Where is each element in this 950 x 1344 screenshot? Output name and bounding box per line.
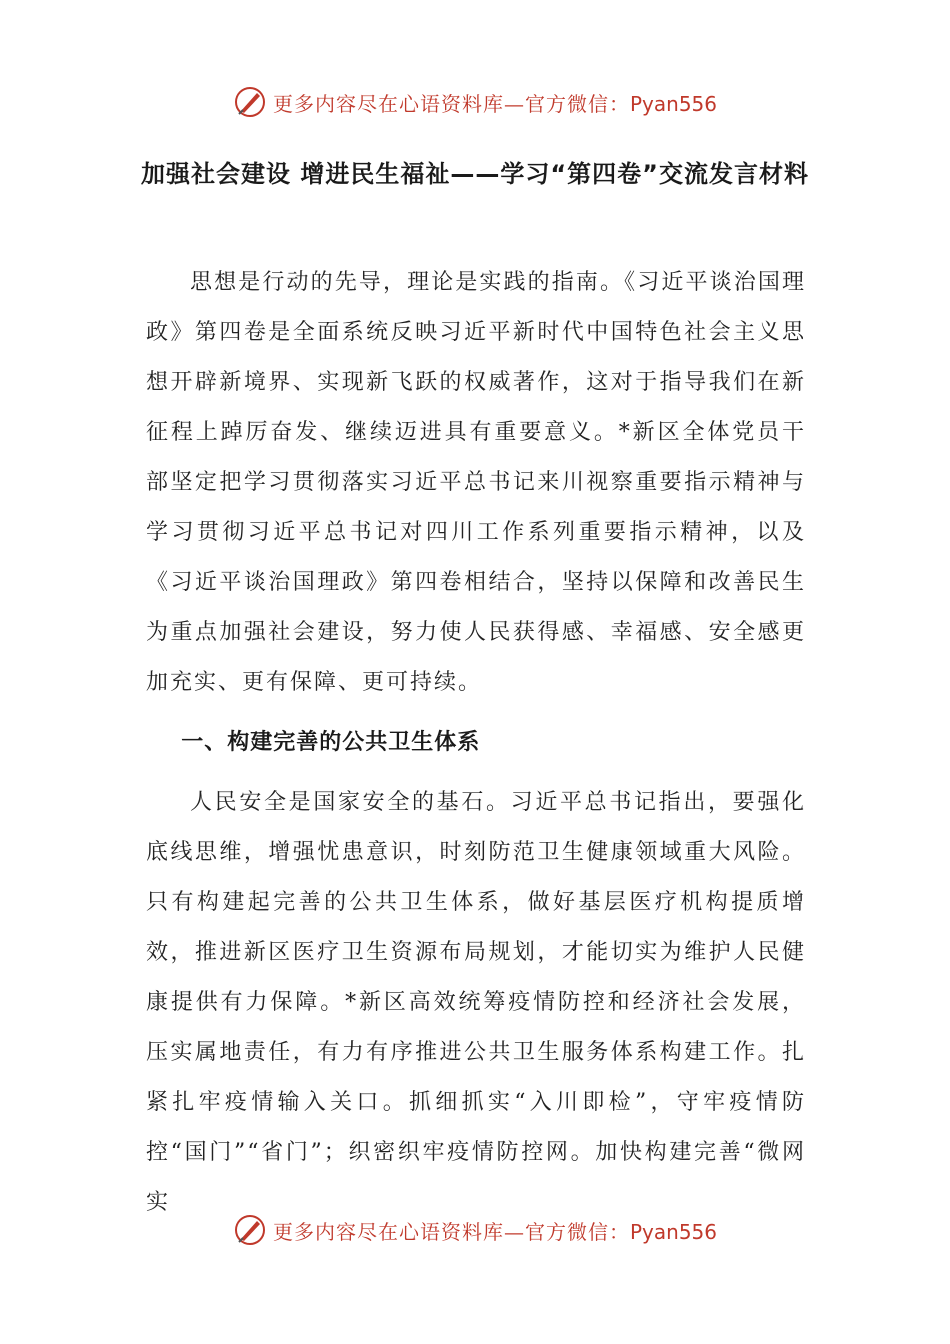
quill-pen-logo-icon: [233, 1213, 267, 1247]
watermark-wechat: 官方微信：Pyan556: [524, 91, 717, 116]
document-title: 加强社会建设 增进民生福祉——学习“第四卷”交流发言材料: [141, 160, 809, 188]
section-heading-1: 一、构建完善的公共卫生体系: [181, 730, 481, 755]
watermark-text: 更多内容尽在心语资料库—: [272, 1219, 525, 1244]
watermark-banner-bottom: [0, 1210, 950, 1250]
quill-pen-logo-icon: [233, 85, 267, 119]
paragraph-section-1: 人民安全是国家安全的基石。习近平总书记指出，要强化底线思维，增强忧患意识，时刻防范卫生健康领域重大风险。只有构建起完善的公共卫生体系，做好基层医疗机构提质增效，推进新区医疗卫生资源布局规划，才能切实为维护人民健康提供有力保障。*新区高效统筹疫情防控和经济社会发展，压实属地责任，有力有序推进公共卫生服务体系构建工作。扎紧扎牢疫情输入关口。抓细抓实“入川即检”，守牢疫情防控“国门”“省门”；织密织牢疫情防控网。加快构建完善“微网实: [146, 790, 806, 1215]
watermark-banner-top: [0, 82, 950, 122]
document-body: [146, 258, 806, 1228]
watermark-wechat: 官方微信：Pyan556: [524, 1219, 717, 1244]
watermark-text: 更多内容尽在心语资料库—: [272, 91, 525, 116]
paragraph-intro: 思想是行动的先导，理论是实践的指南。《习近平谈治国理政》第四卷是全面系统反映习近平新时代中国特色社会主义思想开辟新境界、实现新飞跃的权威著作，这对于指导我们在新征程上踔厉奋发、继续迈进具有重要意义。*新区全体党员干部坚定把学习贯彻落实习近平总书记来川视察重要指示精神与学习贯彻习近平总书记对四川工作系列重要指示精神，以及《习近平谈治国理政》第四卷相结合，坚持以保障和改善民生为重点加强社会建设，努力使人民获得感、幸福感、安全感更加充实、更有保障、更可持续。: [146, 270, 806, 695]
